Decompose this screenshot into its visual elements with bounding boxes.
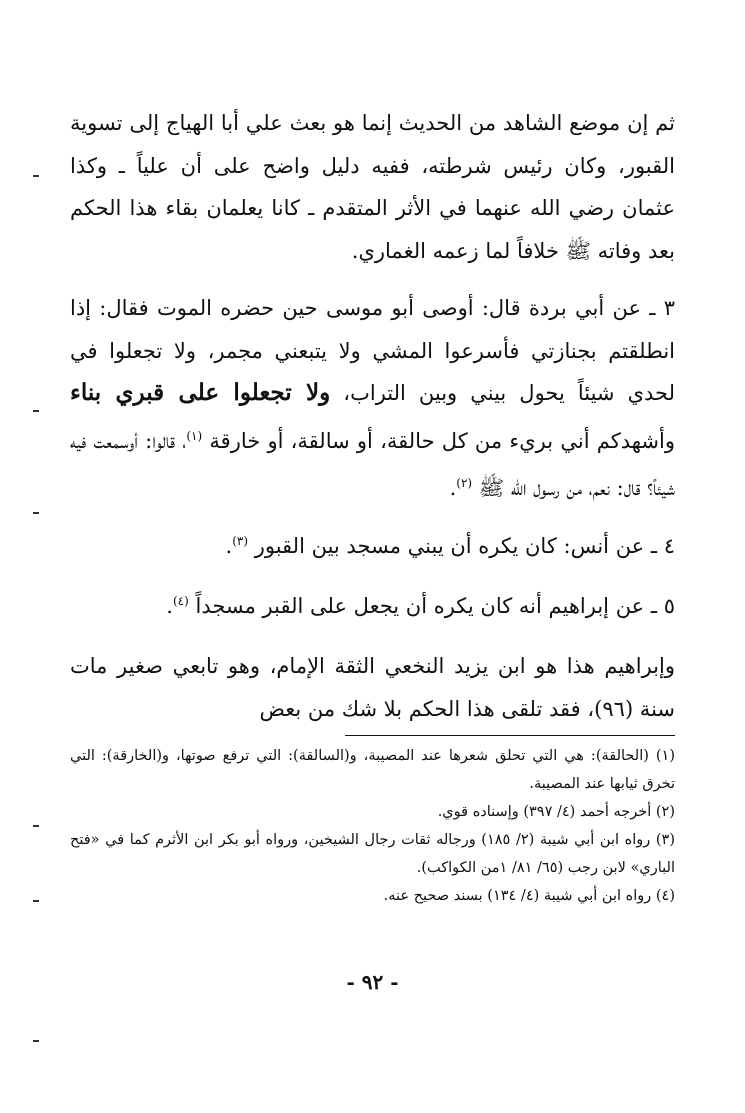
footnote-3: (٣) رواه ابن أبي شيبة (٢/ ١٨٥) ورجاله ثقات رجال الشيخين، ورواه أبو بكر ابن الأثرم كما في «فتح الباري» لابن رجب (٦٥/ ٨١/ ١من الكواكب). — [70, 832, 675, 876]
margin-mark — [33, 175, 39, 177]
page-number: - ٩٢ - — [346, 970, 399, 994]
paragraph-1: ثم إن موضع الشاهد من الحديث إنما هو بعث علي أبا الهياج إلى تسوية القبور، وكان رئيس شرطته، ففيه دليل واضح على أن علياً ـ وكذا عثمان رضي الله عنهما في الأثر المتقدم ـ كانا يعلمان بقاء هذا الحكم بعد وفاته ﷺ خلافاً لما زعمه الغماري. — [70, 111, 675, 263]
footnote-2: (٢) أخرجه أحمد (٤/ ٣٩٧) وإسناده قوي. — [437, 804, 675, 820]
margin-mark — [33, 825, 39, 827]
hadith-3-text-end: ، قالوا: أوسمعت فيه شيئاً؟ قال: نعم، من رسول الله ﷺ — [70, 428, 675, 500]
hadith-3-period: . — [449, 476, 457, 500]
hadith-4-text: ٤ ـ عن أنس: كان يكره أن يبني مسجد بين القبور — [248, 534, 675, 558]
hadith-3-emphasis: ولا تجعلوا على قبري بناء — [70, 379, 331, 406]
margin-mark — [33, 512, 39, 514]
paragraph-hadith-4 — [70, 520, 675, 568]
footnotes — [70, 742, 675, 910]
page — [70, 0, 675, 1113]
footnote-ref-3[interactable]: (٣) — [232, 534, 249, 548]
paragraph-hadith-3 — [70, 287, 675, 510]
hadith-5-text: ٥ ـ عن إبراهيم أنه كان يكره أن يجعل على القبر مسجداً — [188, 594, 675, 618]
hadith-3-text: ٣ ـ عن أبي بردة قال: أوصى أبو موسى حين حضره الموت فقال: إذا انطلقتم بجنازتي فأسرعوا المشي ولا يتبعني مجمر، ولا تجعلوا في لحدي شيئاً يحول بيني وبين التراب، — [70, 296, 675, 405]
hadith-5-period: . — [166, 594, 173, 618]
margin-mark — [33, 410, 39, 412]
footnote-divider — [345, 735, 675, 736]
paragraph-ibrahim: وإبراهيم هذا هو ابن يزيد النخعي الثقة الإمام، وهو تابعي صغير مات سنة (٩٦)، فقد تلقى هذا الحكم بلا شك من بعض — [70, 654, 675, 721]
paragraph-hadith-5 — [70, 580, 675, 628]
footnote-4: (٤) رواه ابن أبي شيبة (٤/ ١٣٤) بسند صحيح عنه. — [383, 888, 675, 904]
footnote-ref-4[interactable]: (٤) — [172, 594, 189, 608]
hadith-4-period: . — [225, 534, 233, 558]
footnote-1: (١) (الحالقة): هي التي تحلق شعرها عند المصيبة، و(السالقة): التي ترفع صوتها، و(الخارقة): التي تخرق ثيابها عند المصيبة. — [70, 748, 675, 792]
margin-mark — [33, 1040, 39, 1042]
footnote-ref-1[interactable]: (١) — [186, 428, 203, 443]
hadith-3-text-cont: وأشهدكم أني بريء من كل حالقة، أو سالقة، أو خارقة — [202, 428, 675, 453]
margin-mark — [33, 900, 39, 902]
footnote-ref-2[interactable]: (٢) — [456, 476, 473, 490]
